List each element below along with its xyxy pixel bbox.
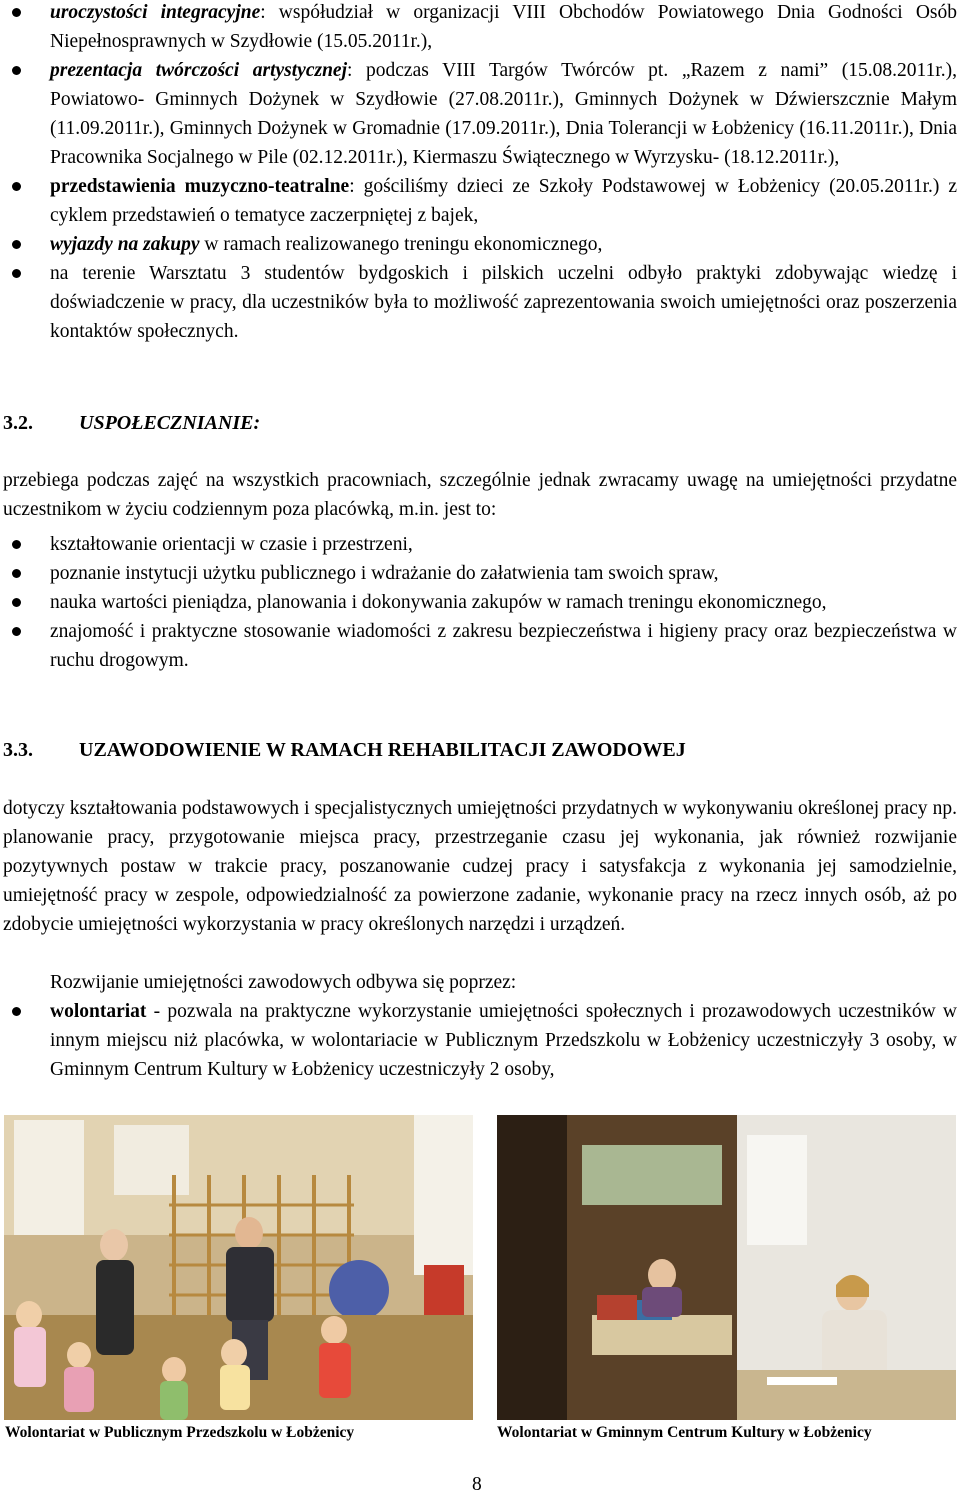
item-text: : podczas VIII Targów Twórców pt. „Razem z nami” (15.08.2011r.), Powiatowo- Gminnych Dożynek w Szydłowie (27.08.2011r.), Gminnych Dożynek w Dźwierszcznie Małym (11.09.2011r.), Gminnych Dożynek w Gromadnie (17.09.2011r.), Dnia Tolerancji w Łobżenicy (16.11.2011r.), Dnia Pracownika Socjalnego w Pile (02.12.2011r.), Kiermaszu Świątecznego w Wyrzysku- (18.12.2011r.), [50,60,957,168]
item-text: - pozwala na praktyczne wykorzystanie umiejętności społecznych i prozawodowych uczestników w innym miejscu niż placówka, w wolontariacie w Publicznym Przedszkolu w Łobżenicy uczestniczyły 3 osoby, w Gminnym Centrum Kultury w Łobżenicy uczestniczyły 2 osoby, [50,1001,957,1080]
bullet-icon [12,240,21,249]
left-photo-caption: Wolontariat w Publicznym Przedszkolu w Łobżenicy [5,1424,355,1441]
bullet-icon [12,8,21,17]
item-lead: wyjazdy na zakupy [50,234,200,255]
right-photo-caption: Wolontariat w Gminnym Centrum Kultury w Łobżenicy [497,1424,872,1441]
bullet-icon [12,182,21,191]
item-lead: wolontariat [50,1001,147,1022]
item-lead: uroczystości integracyjne [50,2,261,23]
section-title: USPOŁECZNIANIE: [79,412,261,434]
bullet-icon [12,598,21,607]
item-text: znajomość i praktyczne stosowanie wiadomości z zakresu bezpieczeństwa i higieny pracy oraz bezpieczeństwa w ruchu drogowym. [50,621,957,671]
bullet-icon [12,569,21,578]
list-item [1,588,957,617]
section-number: 3.2. [3,412,33,434]
section-title: UZAWODOWIENIE W RAMACH REHABILITACJI ZAWODOWEJ [79,739,686,761]
list-item [1,530,957,559]
culture-center-photo-image [497,1115,956,1420]
section-heading-3-3 [3,736,686,765]
list-item [1,0,957,56]
item-text: poznanie instytucji użytku publicznego i wdrażanie do załatwienia tam swoich spraw, [50,563,719,584]
list-item [1,559,957,588]
bullet-icon [12,540,21,549]
section-3-3-lead-in: Rozwijanie umiejętności zawodowych odbywa się poprzez: [50,972,517,993]
bullet-icon [12,269,21,278]
kindergarten-photo-image [4,1115,473,1420]
item-text: na terenie Warsztatu 3 studentów bydgoskich i pilskich uczelni odbyło praktyki zdobywając wiedzę i doświadczenie w pracy, dla uczestników była to możliwość zaprezentowania swoich umiejętności oraz poszerzenia kontaktów społecznych. [50,263,957,342]
list-item [1,230,957,259]
list-item [1,172,957,230]
section-3-2-list [1,530,957,675]
item-text: nauka wartości pieniądza, planowania i dokonywania zakupów w ramach treningu ekonomicznego, [50,592,827,613]
item-text: : współudział w organizacji VIII Obchodów Powiatowego Dnia Godności Osób Niepełnosprawnych w Szydłowie (15.05.2011r.), [50,2,957,52]
section-3-3-list [1,997,957,1084]
list-item [1,259,957,346]
item-text: w ramach realizowanego treningu ekonomicznego, [199,234,603,255]
list-item [1,617,957,675]
section-3-2-intro: przebiega podczas zajęć na wszystkich pracowniach, szczególnie jednak zwracamy uwagę na umiejętności przydatne uczestnikom w życiu codziennym poza placówką, m.in. jest to: [3,470,957,520]
item-lead: prezentacja twórczości artystycznej [50,60,347,81]
item-text: : gościliśmy dzieci ze Szkoły Podstawowej w Łobżenicy (20.05.2011r.) z cyklem przedstawień o tematyce zaczerpniętej z bajek, [50,176,958,226]
item-lead: przedstawienia muzyczno-teatralne [50,176,350,197]
section-3-3-intro: dotyczy kształtowania podstawowych i specjalistycznych umiejętności przydatnych w wykonywaniu określonej pracy np. planowanie pracy, przygotowanie miejsca pracy, przestrzeganie czasu jej wykonania, jak również rozwijanie pozytywnych postaw w trakcie pracy, poszanowanie cudzej pracy i satysfakcja z wykonania jej samodzielnie, umiejętność pracy w zespole, odpowiedzialność za powierzone zadanie, wykonanie pracy na rzecz innych osób, aż po zdobycie umiejętności wykorzystania w pracy określonych narzędzi i urządzeń. [3,798,957,935]
bullet-icon [12,1007,21,1016]
list-item [1,997,957,1084]
page-number: 8 [472,1474,482,1495]
section-heading-3-2 [3,409,260,438]
culture-center-photo [497,1115,956,1420]
activities-list [1,0,957,346]
item-text: kształtowanie orientacji w czasie i przestrzeni, [50,534,413,555]
bullet-icon [12,66,21,75]
section-number: 3.3. [3,739,33,761]
list-item [1,56,957,172]
bullet-icon [12,627,21,636]
kindergarten-photo [4,1115,473,1420]
